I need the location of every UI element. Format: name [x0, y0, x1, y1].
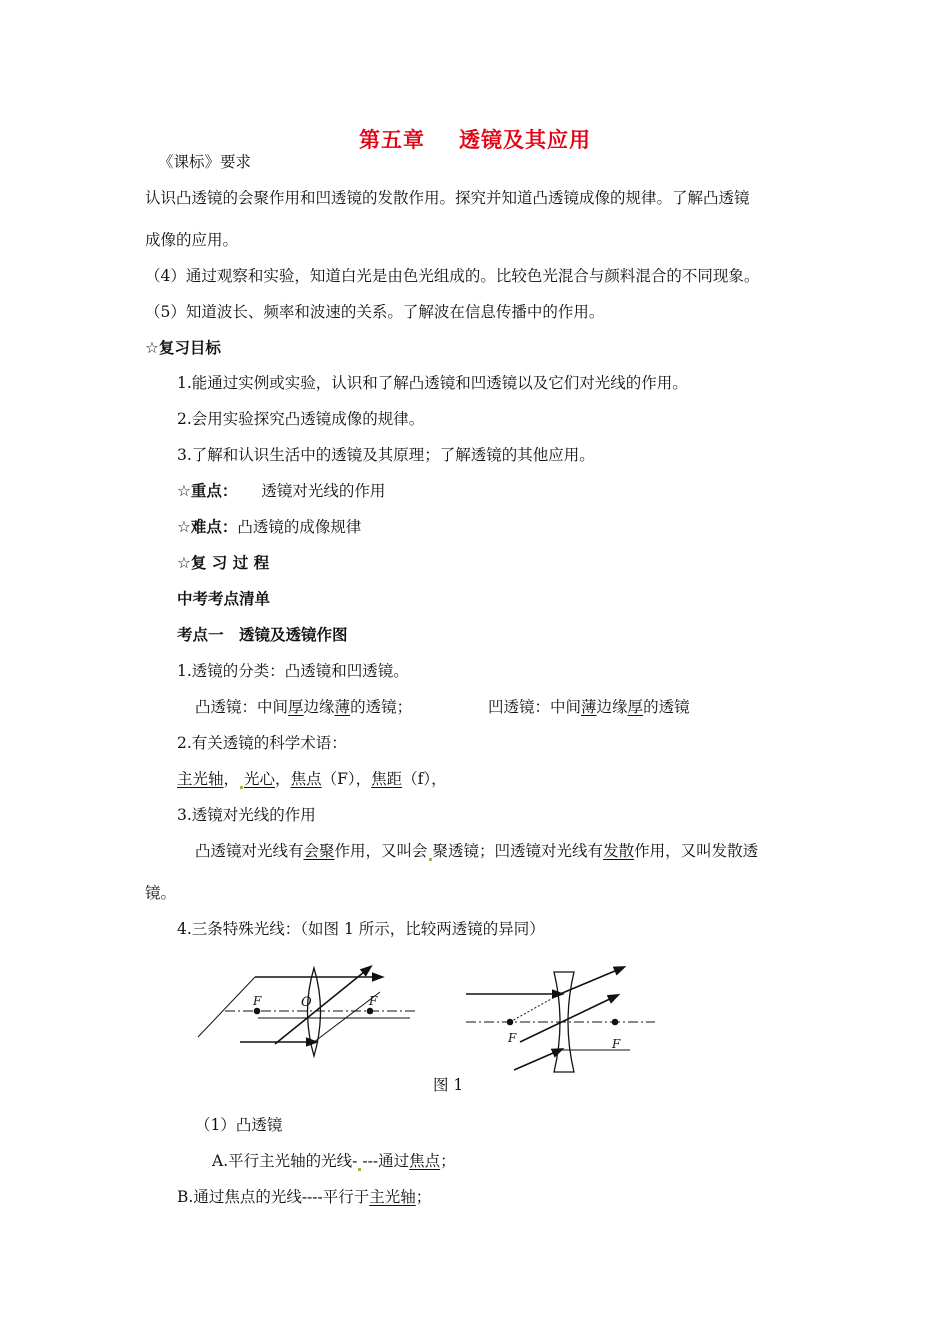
concave-focus-right [613, 1020, 618, 1025]
lens-classification: 1.透镜的分类：凸透镜和凹透镜。 [177, 662, 409, 680]
effect-line-2: 镜。 [145, 884, 177, 902]
special-rays-heading: 4.三条特殊光线：（如图 1 所示，比较两透镜的异同） [177, 920, 545, 938]
key-point-text: 透镜对光线的作用 [261, 482, 386, 500]
chapter-name: 透镜及其应用 [459, 128, 591, 152]
checklist-heading: 中考考点清单 [177, 590, 271, 608]
requirement-line-2: 成像的应用。 [145, 231, 239, 249]
key-point-label: ☆重点： [177, 482, 238, 500]
figure-caption: 图 1 [433, 1076, 464, 1094]
effect-line-1: 凸透镜对光线有会聚作用，又叫会 聚透镜；凹透镜对光线有发散作用，又叫发散透 [195, 842, 759, 860]
process-heading: ☆复 习 过 程 [177, 554, 270, 572]
goals-heading: ☆复习目标 [145, 339, 221, 357]
goal-1: 1.能通过实例或实验，认识和了解凸透镜和凹透镜以及它们对光线的作用。 [177, 374, 688, 392]
figure-1-lenses [0, 960, 950, 1110]
point-1-heading: 考点一 透镜及透镜作图 [177, 626, 348, 644]
term-optical-center: 光心 [244, 770, 276, 788]
concave-focus-left [508, 1020, 513, 1025]
difficult-point-label: ☆难点： [177, 518, 238, 536]
term-focal-length: 焦距 [371, 770, 403, 788]
concave-lens-diagram [466, 968, 655, 1072]
convex-ray-center [275, 968, 369, 1044]
convex-focus-left-label: F [253, 994, 262, 1008]
convex-focus-right-label: F [369, 994, 378, 1008]
concave-focus-left-label: F [508, 1031, 517, 1045]
rule-a: A.平行主光轴的光线- ---通过焦点； [212, 1152, 456, 1170]
term-principal-axis: 主光轴 [177, 770, 224, 788]
concave-definition: 凹透镜：中间薄边缘厚的透镜 [488, 698, 690, 716]
key-point [177, 481, 385, 501]
goal-3: 3.了解和认识生活中的透镜及其原理；了解透镜的其他应用。 [177, 446, 595, 464]
terms-line: 主光轴， 光心，焦点（F），焦距（f）， [177, 770, 447, 788]
convex-focus-left [255, 1009, 260, 1014]
concave-focus-right-label: F [612, 1037, 621, 1051]
goal-2: 2.会用实验探究凸透镜成像的规律。 [177, 410, 425, 428]
terms-heading: 2.有关透镜的科学术语： [177, 734, 347, 752]
chapter-title [0, 124, 950, 154]
rule-b: B.通过焦点的光线----平行于主光轴； [177, 1188, 432, 1206]
requirement-item-5: （5）知道波长、频率和波速的关系。了解波在信息传播中的作用。 [145, 303, 605, 321]
convex-lens-heading: （1）凸透镜 [195, 1116, 283, 1134]
requirement-line-1: 认识凸透镜的会聚作用和凹透镜的发散作用。探究并知道凸透镜成像的规律。了解凸透镜 [145, 189, 750, 207]
convex-center-label: O [301, 995, 312, 1010]
curriculum-label: 《课标》要求 [158, 153, 252, 171]
convex-definition: 凸透镜：中间厚边缘薄的透镜； [195, 698, 413, 716]
difficult-point-text: 凸透镜的成像规律 [237, 518, 362, 536]
concave-ray-bottom-in [514, 1050, 560, 1070]
effect-heading: 3.透镜对光线的作用 [177, 806, 316, 824]
difficult-point [177, 517, 361, 537]
requirement-item-4: （4）通过观察和实验，知道白光是由色光组成的。比较色光混合与颜料混合的不同现象。 [145, 267, 760, 285]
convex-lens-diagram [198, 968, 418, 1056]
term-focus: 焦点 [290, 770, 322, 788]
chapter-number: 第五章 [359, 128, 425, 152]
convex-focus-right [368, 1009, 373, 1014]
